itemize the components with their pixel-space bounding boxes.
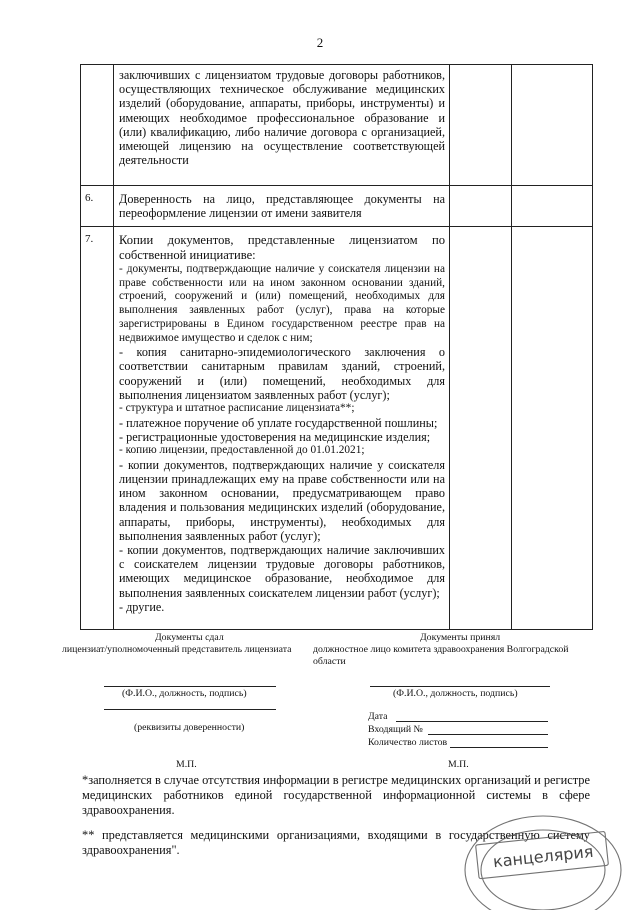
row-text-line: Копии документов, представленные лицензиатом по собственной инициативе:	[119, 233, 445, 262]
right-heading-2: должностное лицо комитета здравоохранения Волгоградской	[313, 644, 569, 655]
left-heading-2: лицензиат/уполномоченный представитель лицензиата	[62, 644, 292, 655]
sheets-count-line	[450, 747, 548, 748]
table-row	[81, 65, 593, 186]
office-stamp	[455, 800, 635, 910]
check-cell	[450, 65, 512, 186]
table-row	[81, 227, 593, 630]
fio-label-right: (Ф.И.О., должность, подпись)	[393, 688, 518, 699]
left-heading-1: Документы сдал	[155, 632, 224, 643]
page-number: 2	[316, 35, 324, 50]
right-heading-1: Документы принял	[420, 632, 501, 643]
row-text	[114, 186, 450, 227]
attorney-label: (реквизиты доверенности)	[134, 722, 245, 733]
fio-label-left: (Ф.И.О., должность, подпись)	[122, 688, 247, 699]
documents-table	[80, 64, 593, 630]
footnote-1: *заполняется в случае отсутствия информации в регистре медицинских организаций и регистре медицинских работников единой государственной информационной системы в сфере здравоохранения.	[82, 773, 590, 817]
row-text-line: - документы, подтверждающие наличие у соискателя лицензии на праве собственности или на ином законном основании зданий, строений, сооружений и (или) помещений, необходимых для выполнения заявленных работ (услуг), права на которые зарегистрированы в Едином государственном реестре прав на недвижимое имущество и сделок с ним;	[119, 263, 445, 344]
row-text-line: заключивших с лицензиатом трудовые договоры работников, осуществляющих техническое обслуживание медицинских изделий (оборудование, аппараты, приборы, инструменты) и имеющих необходимое профессиональное образование и (или) квалификацию, либо наличие договора с организацией, имеющей лицензию на осуществление соответствующей деятельности	[119, 68, 445, 168]
signature-line-right	[370, 686, 550, 687]
footnote-2: ** представляется медицинскими организациями, входящими в государственную систему здравоохранения".	[82, 828, 590, 857]
row-number: 7.	[81, 227, 114, 630]
sheets-count-label: Количество листов	[368, 737, 448, 748]
row-number: 6.	[81, 186, 114, 227]
row-text-line: - платежное поручение об уплате государственной пошлины;	[119, 415, 438, 430]
incoming-number-label: Входящий №	[368, 724, 423, 735]
row-text	[114, 65, 450, 186]
row-number	[81, 65, 114, 186]
table-row	[81, 186, 593, 227]
attorney-line	[104, 709, 276, 710]
check-cell	[512, 65, 593, 186]
row-text-line: - копии документов, подтверждающих наличие у соискателя лицензии принадлежащих ему на праве собственности или на ином законном основании, предусматривающем право владения и пользования медицинских изделий (оборудование, аппараты, приборы, инструменты), необходимых для выполнения заявленных работ (услуг);	[119, 457, 445, 543]
row-text-line: - копия санитарно-эпидемиологического заключения о соответствии санитарным правилам зданий, строений, сооружений и (или) помещений, необходимых для выполнения лицензиатом заявленных работ (услуг);	[119, 345, 445, 402]
check-cell	[512, 227, 593, 630]
incoming-number-line	[428, 734, 548, 735]
date-line	[396, 721, 548, 722]
row-text-line: - структура и штатное расписание лицензиата**;	[119, 402, 355, 415]
right-heading-3: области	[313, 656, 346, 667]
seal-place-right: М.П.	[448, 759, 469, 770]
check-cell	[512, 186, 593, 227]
row-text-line: - другие.	[119, 599, 165, 614]
row-text-line: - копию лицензии, предоставленной до 01.01.2021;	[119, 444, 365, 457]
row-text-line: Доверенность на лицо, представляющее документы на переоформление лицензии от имени заявителя	[119, 192, 445, 221]
date-label: Дата	[368, 711, 388, 722]
row-text-line: - копии документов, подтверждающих наличие заключивших с соискателем лицензии трудовые договоры работников, имеющих медицинское образование, необходимое для выполнения заявленных соискателем лицензии работ (услуг);	[119, 543, 445, 600]
row-text-line: - регистрационные удостоверения на медицинские изделия;	[119, 429, 431, 444]
check-cell	[450, 227, 512, 630]
signature-line-left	[104, 686, 276, 687]
check-cell	[450, 186, 512, 227]
stamp-text: канцелярия	[492, 841, 595, 872]
row-text	[114, 227, 450, 630]
seal-place-left: М.П.	[176, 759, 197, 770]
